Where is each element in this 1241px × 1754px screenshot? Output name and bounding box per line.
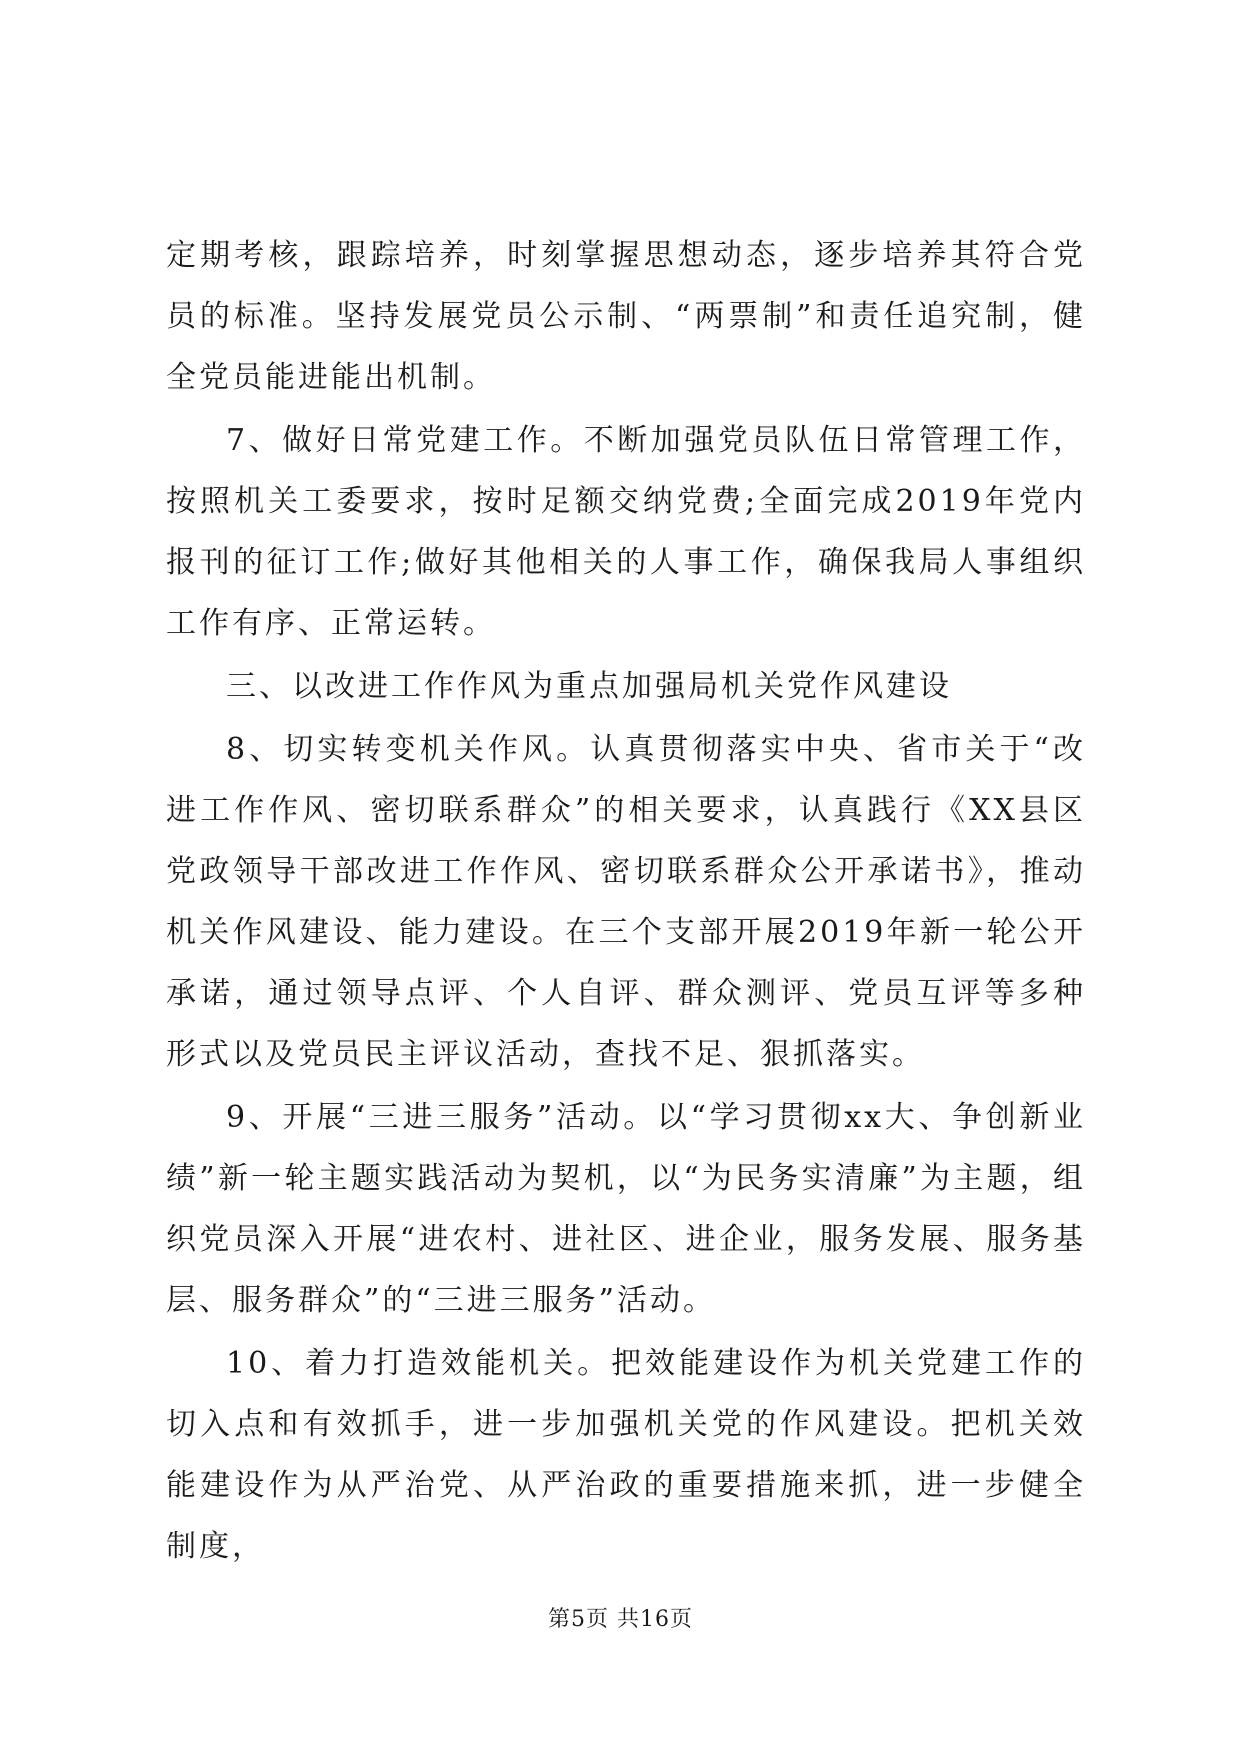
- page-number-footer: 第5页 共16页: [548, 1607, 693, 1632]
- paragraph-continuation: 定期考核，跟踪培养，时刻掌握思想动态，逐步培养其符合党员的标准。坚持发展党员公示制、“两票制”和责任追究制，健全党员能进能出机制。: [166, 238, 1086, 395]
- paragraph-item-8: 8、切实转变机关作风。认真贯彻落实中央、省市关于“改进工作作风、密切联系群众”的相关要求，认真践行《XX县区党政领导干部改进工作作风、密切联系群众公开承诺书》，推动机关作风建设、能力建设。在三个支部开展2019年新一轮公开承诺，通过领导点评、个人自评、群众测评、党员互评等多种形式以及党员民主评议活动，查找不足、狠抓落实。: [166, 732, 1086, 1072]
- paragraph-item-10: 10、着力打造效能机关。把效能建设作为机关党建工作的切入点和有效抓手，进一步加强机关党的作风建设。把机关效能建设作为从严治党、从严治政的重要措施来抓，进一步健全制度，: [166, 1346, 1086, 1564]
- document-body: [166, 225, 1086, 1577]
- paragraph-item-7: 7、做好日常党建工作。不断加强党员队伍日常管理工作，按照机关工委要求，按时足额交纳党费;全面完成2019年党内报刊的征订工作;做好其他相关的人事工作，确保我局人事组织工作有序、正常运转。: [166, 423, 1086, 641]
- section-heading-3: 三、以改进工作作风为重点加强局机关党作风建设: [226, 669, 952, 704]
- paragraph-item-9: 9、开展“三进三服务”活动。以“学习贯彻xx大、争创新业绩”新一轮主题实践活动为契机，以“为民务实清廉”为主题，组织党员深入开展“进农村、进社区、进企业，服务发展、服务基层、服务群众”的“三进三服务”活动。: [166, 1100, 1086, 1318]
